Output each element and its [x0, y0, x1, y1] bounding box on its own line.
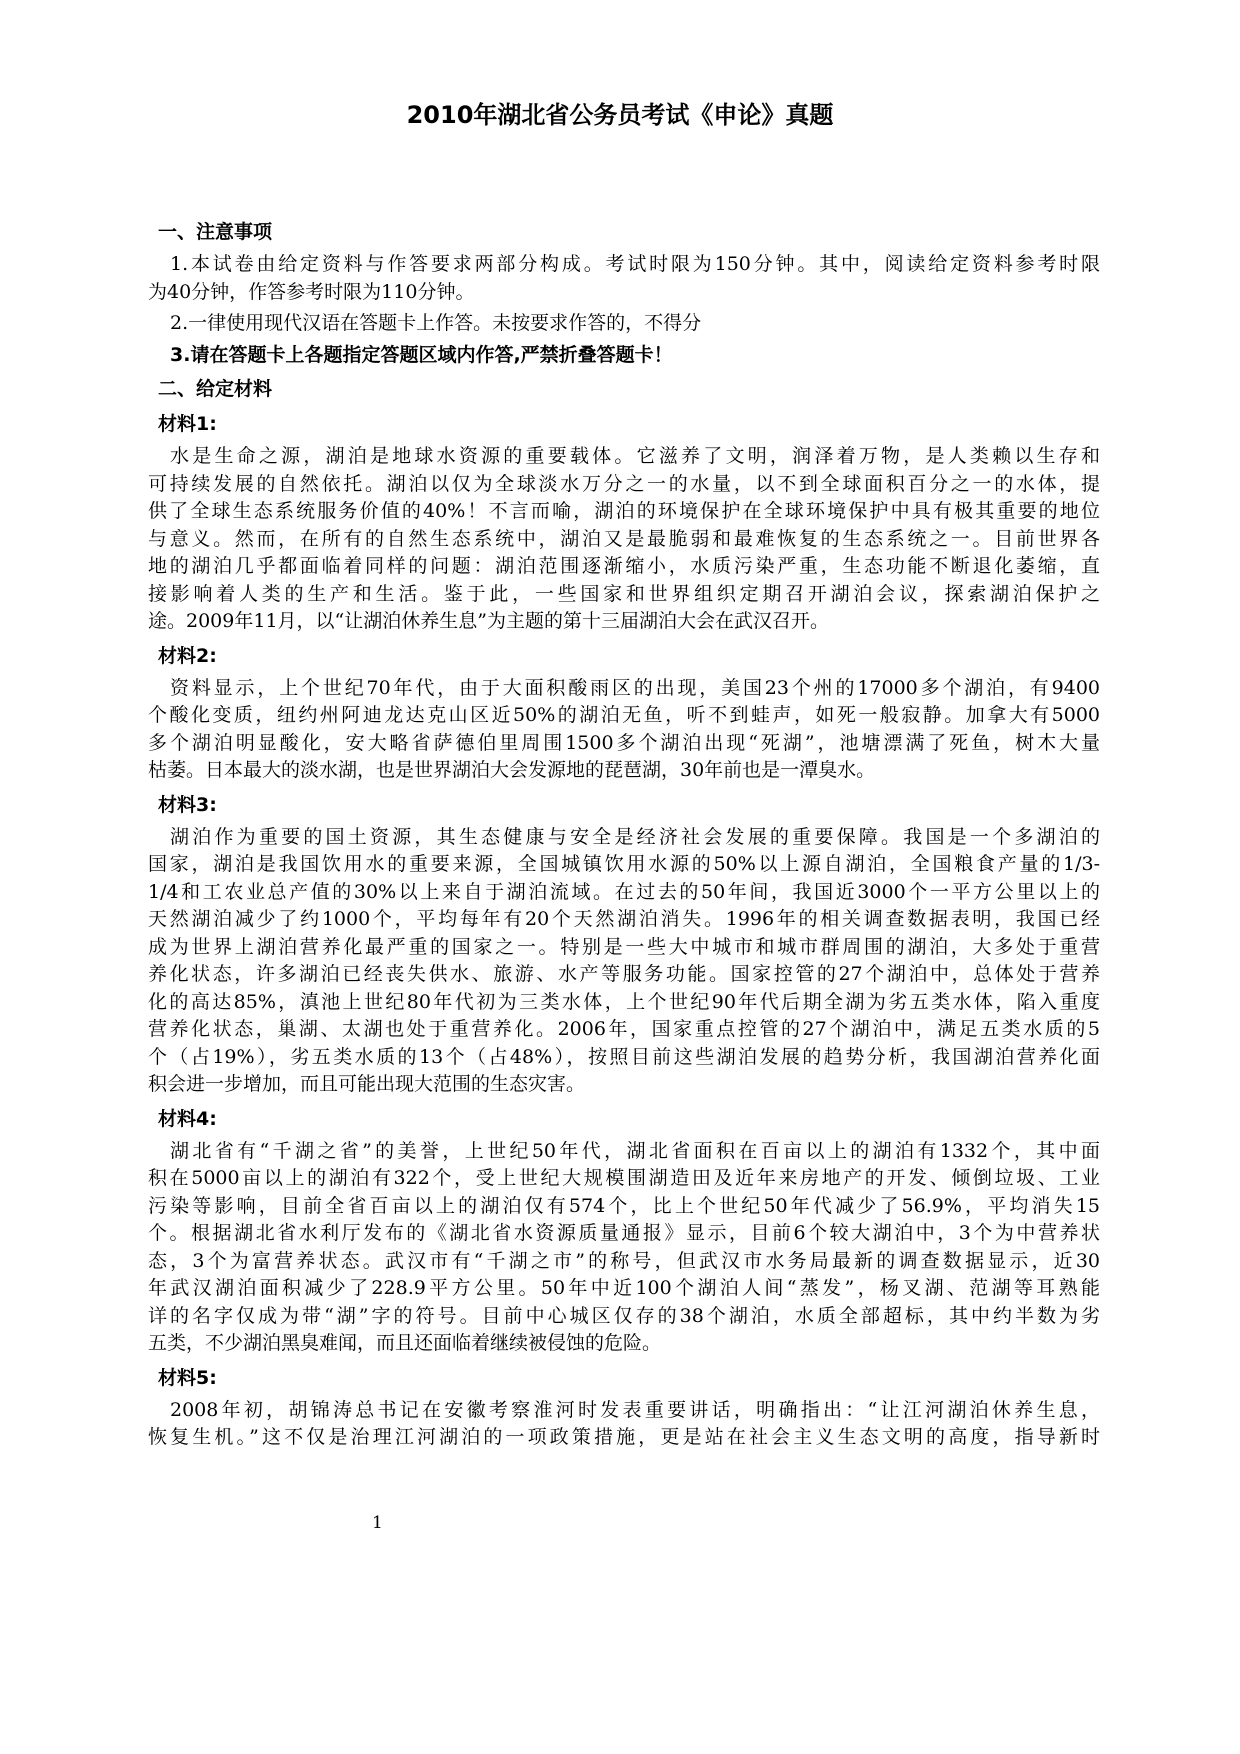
section-heading: 材料1: — [158, 413, 217, 435]
text-line: 积会进一步增加，而且可能出现大范围的生态灾害。 — [148, 1073, 586, 1095]
paragraph — [148, 675, 1100, 785]
text-line: 供了全球生态系统服务价值的40%！不言而喻，湖泊的环境保护在全球环境保护中具有极其重要的地位 — [148, 500, 1100, 522]
text-line: 接影响着人类的生产和生活。鉴于此，一些国家和世界组织定期召开湖泊会议，探索湖泊保护之 — [148, 582, 1100, 605]
text-line: 枯萎。日本最大的淡水湖，也是世界湖泊大会发源地的琵琶湖，30年前也是一潭臭水。 — [148, 759, 876, 781]
paragraph — [148, 443, 1100, 636]
page-number: 1 — [372, 1513, 383, 1533]
section-heading: 二、给定材料 — [158, 378, 273, 400]
text-line: 1/4和工农业总产值的30%以上来自于湖泊流域。在过去的50年间，我国近3000个一平方公里以上的 — [148, 880, 1100, 903]
text-line: 资料显示，上个世纪70年代，由于大面积酸雨区的出现，美国23个州的17000多个湖泊，有9400 — [170, 676, 1100, 699]
text-line: 详的名字仅成为带“湖”字的符号。目前中心城区仅存的38个湖泊，水质全部超标，其中约半数为劣 — [148, 1304, 1100, 1327]
text-line: 湖泊作为重要的国土资源，其生态健康与安全是经济社会发展的重要保障。我国是一个多湖泊的 — [170, 825, 1100, 848]
document-title: 2010年湖北省公务员考试《申论》真题 — [406, 101, 834, 129]
text-line: 与意义。然而，在所有的自然生态系统中，湖泊又是最脆弱和最难恢复的生态系统之一。目前世界各 — [148, 527, 1100, 550]
text-line: 五类，不少湖泊黑臭难闻，而且还面临着继续被侵蚀的危险。 — [148, 1332, 662, 1354]
text-line: 积在5000亩以上的湖泊有322个，受上世纪大规模围湖造田及近年来房地产的开发、倾倒垃圾、工业 — [148, 1167, 1100, 1189]
paragraph — [148, 251, 1100, 306]
document-body — [148, 212, 1100, 1452]
text-line: 可持续发展的自然依托。湖泊以仅为全球淡水万分之一的水量，以不到全球面积百分之一的水体，提 — [148, 472, 1100, 495]
text-line: 污染等影响，目前全省百亩以上的湖泊仅有574个，比上个世纪50年代减少了56.9%，平均消失15 — [148, 1194, 1100, 1217]
text-line: 水是生命之源，湖泊是地球水资源的重要载体。它滋养了文明，润泽着万物，是人类赖以生存和 — [170, 445, 1100, 467]
text-line: 2008年初，胡锦涛总书记在安徽考察淮河时发表重要讲话，明确指出：“让江河湖泊休养生息， — [170, 1398, 1100, 1421]
paragraph — [148, 1138, 1100, 1358]
section-heading: 材料4: — [158, 1107, 217, 1130]
text-line: 湖北省有“千湖之省”的美誉，上世纪50年代，湖北省面积在百亩以上的湖泊有1332个，其中面 — [170, 1139, 1100, 1162]
section-heading: 材料5: — [158, 1366, 217, 1389]
text-line: 途。2009年11月，以“让湖泊休养生息”为主题的第十三届湖泊大会在武汉召开。 — [148, 610, 829, 632]
text-line: 3.请在答题卡上各题指定答题区域内作答,严禁折叠答题卡！ — [170, 343, 673, 366]
text-line: 天然湖泊减少了约1000个，平均每年有20个天然湖泊消失。1996年的相关调查数据表明，我国已经 — [148, 908, 1100, 930]
text-line: 为40分钟，作答参考时限为110分钟。 — [148, 280, 475, 303]
text-line: 营养化状态，巢湖、太湖也处于重营养化。2006年，国家重点控管的27个湖泊中，满足五类水质的5 — [148, 1018, 1100, 1040]
text-line: 化的高达85%，滇池上世纪80年代初为三类水体，上个世纪90年代后期全湖为劣五类水体，陷入重度 — [148, 990, 1100, 1013]
text-line: 养化状态，许多湖泊已经丧失供水、旅游、水产等服务功能。国家控管的27个湖泊中，总体处于营养 — [148, 963, 1100, 985]
text-line: 国家，湖泊是我国饮用水的重要来源，全国城镇饮用水源的50%以上源自湖泊，全国粮食产量的1/3- — [148, 853, 1100, 875]
section-heading: 材料2: — [158, 644, 217, 667]
text-line: 个酸化变质，纽约州阿迪龙达克山区近50%的湖泊无鱼，听不到蛙声，如死一般寂静。加拿大有5000 — [148, 704, 1100, 726]
text-line: 年武汉湖泊面积减少了228.9平方公里。50年中近100个湖泊人间“蒸发”，杨叉湖、范湖等耳熟能 — [148, 1277, 1100, 1299]
paragraph — [148, 342, 1100, 370]
paragraph — [148, 1397, 1100, 1452]
text-line: 多个湖泊明显酸化，安大略省萨德伯里周围1500多个湖泊出现“死湖”，池塘漂满了死鱼，树木大量 — [148, 731, 1100, 754]
text-line: 成为世界上湖泊营养化最严重的国家之一。特别是一些大中城市和城市群周围的湖泊，大多处于重营 — [148, 935, 1100, 958]
paragraph — [148, 824, 1100, 1099]
text-line: 个。根据湖北省水利厅发布的《湖北省水资源质量通报》显示，目前6个较大湖泊中，3个为中营养状 — [148, 1222, 1100, 1244]
text-line: 个（占19%），劣五类水质的13个（占48%），按照目前这些湖泊发展的趋势分析，我国湖泊营养化面 — [148, 1045, 1100, 1068]
text-line: 地的湖泊几乎都面临着同样的问题：湖泊范围逐渐缩小，水质污染严重，生态功能不断退化萎缩，直 — [148, 555, 1100, 577]
text-line: 1.本试卷由给定资料与作答要求两部分构成。考试时限为150分钟。其中，阅读给定资料参考时限 — [170, 253, 1100, 275]
paragraph — [148, 310, 1100, 338]
text-line: 态，3个为富营养状态。武汉市有“千湖之市”的称号，但武汉市水务局最新的调查数据显示，近30 — [148, 1249, 1100, 1272]
text-line: 恢复生机。”这不仅是治理江河湖泊的一项政策措施，更是站在社会主义生态文明的高度，指导新时 — [148, 1426, 1100, 1448]
text-line: 2.一律使用现代汉语在答题卡上作答。未按要求作答的，不得分 — [170, 312, 702, 334]
section-heading: 一、注意事项 — [158, 221, 273, 243]
section-heading: 材料3: — [158, 793, 217, 816]
